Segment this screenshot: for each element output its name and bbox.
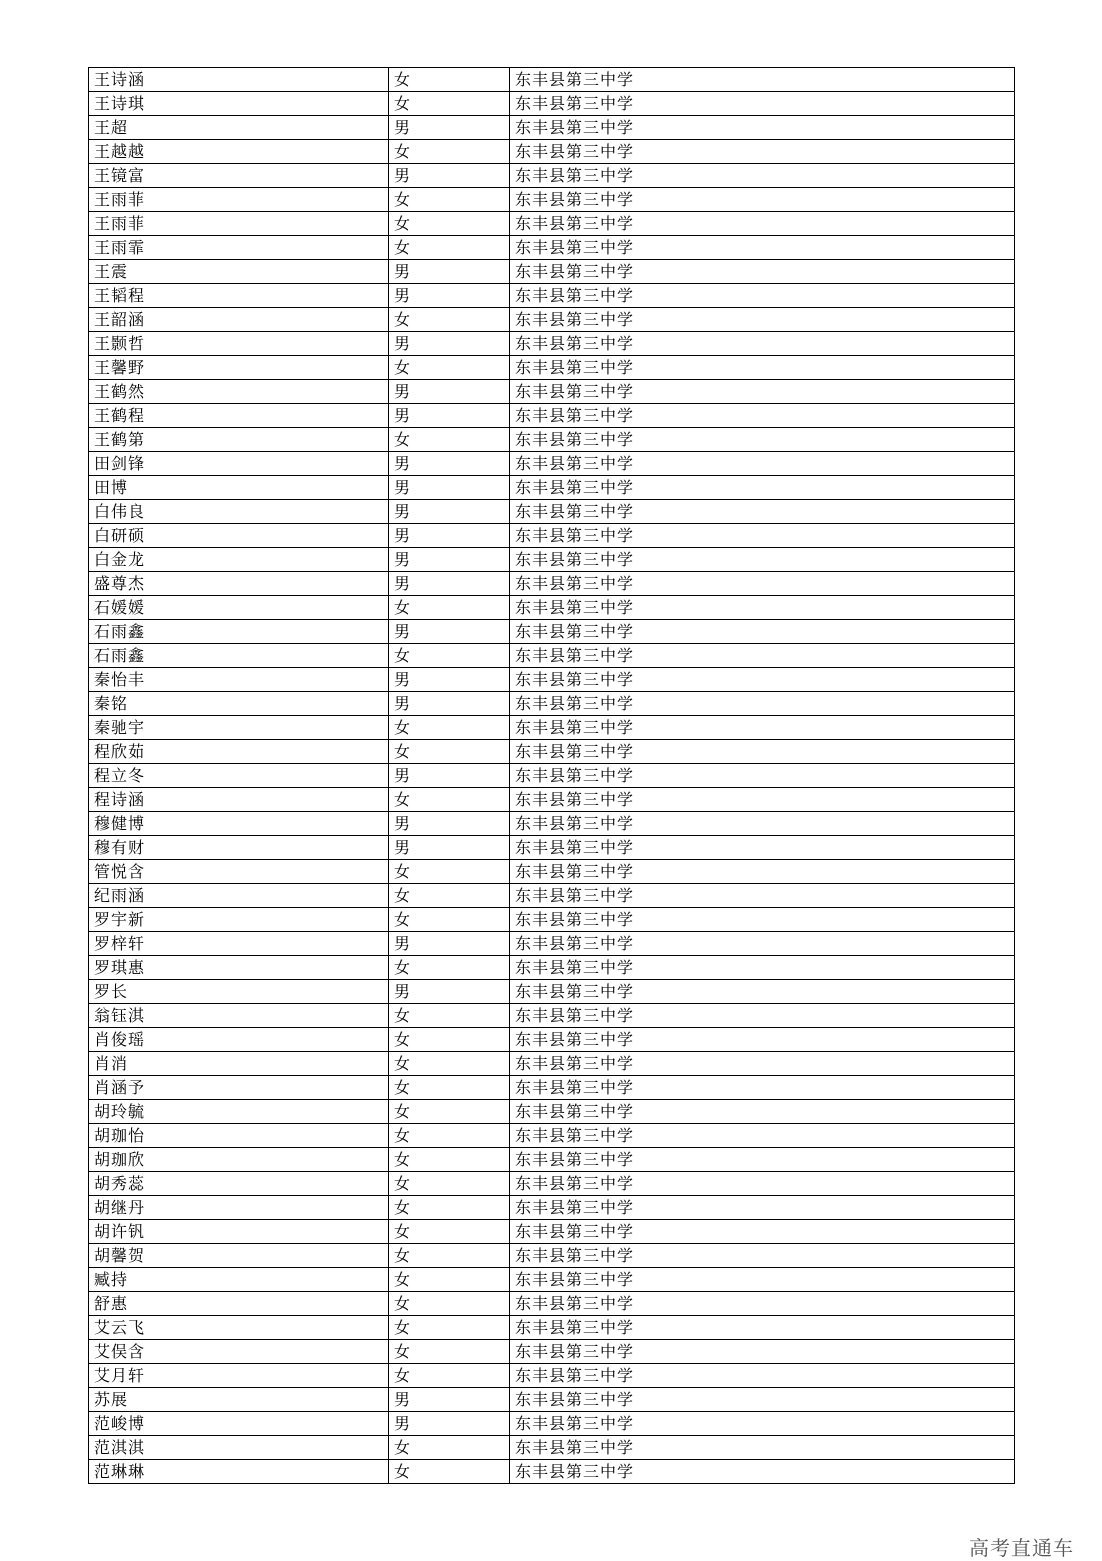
gender-cell: 男 [389,524,510,548]
school-cell: 东丰县第三中学 [510,812,1015,836]
gender-cell: 男 [389,452,510,476]
gender-cell: 女 [389,788,510,812]
school-cell: 东丰县第三中学 [510,524,1015,548]
gender-cell: 女 [389,1148,510,1172]
school-cell: 东丰县第三中学 [510,1436,1015,1460]
table-row [89,1244,1015,1268]
school-cell: 东丰县第三中学 [510,1196,1015,1220]
student-name-cell: 胡馨贺 [89,1244,389,1268]
school-cell: 东丰县第三中学 [510,68,1015,92]
school-cell: 东丰县第三中学 [510,692,1015,716]
gender-cell: 男 [389,764,510,788]
table-row [89,956,1015,980]
gender-cell: 女 [389,1436,510,1460]
student-name-cell: 艾云飞 [89,1316,389,1340]
student-name-cell: 秦怡丰 [89,668,389,692]
gender-cell: 女 [389,1340,510,1364]
table-row [89,140,1015,164]
school-cell: 东丰县第三中学 [510,404,1015,428]
table-row [89,908,1015,932]
gender-cell: 女 [389,956,510,980]
school-cell: 东丰县第三中学 [510,1076,1015,1100]
gender-cell: 男 [389,572,510,596]
table-row [89,308,1015,332]
school-cell: 东丰县第三中学 [510,1028,1015,1052]
student-name-cell: 肖涵予 [89,1076,389,1100]
student-name-cell: 秦驰宇 [89,716,389,740]
table-row [89,1316,1015,1340]
table-row [89,572,1015,596]
gender-cell: 男 [389,116,510,140]
table-row [89,212,1015,236]
table-row [89,1268,1015,1292]
table-row [89,596,1015,620]
school-cell: 东丰县第三中学 [510,1388,1015,1412]
student-name-cell: 王越越 [89,140,389,164]
table-row [89,860,1015,884]
school-cell: 东丰县第三中学 [510,500,1015,524]
table-row [89,1412,1015,1436]
school-cell: 东丰县第三中学 [510,1100,1015,1124]
gender-cell: 女 [389,188,510,212]
school-cell: 东丰县第三中学 [510,1172,1015,1196]
student-name-cell: 王颢哲 [89,332,389,356]
table-row [89,1196,1015,1220]
table-row [89,1388,1015,1412]
table-row [89,356,1015,380]
gender-cell: 女 [389,140,510,164]
student-name-cell: 王雨菲 [89,188,389,212]
gender-cell: 女 [389,1004,510,1028]
school-cell: 东丰县第三中学 [510,1364,1015,1388]
gender-cell: 男 [389,980,510,1004]
school-cell: 东丰县第三中学 [510,116,1015,140]
school-cell: 东丰县第三中学 [510,644,1015,668]
table-row [89,332,1015,356]
student-name-cell: 白金龙 [89,548,389,572]
table-row [89,236,1015,260]
table-row [89,548,1015,572]
gender-cell: 女 [389,428,510,452]
student-name-cell: 王鹤程 [89,404,389,428]
table-row [89,716,1015,740]
table-row [89,1052,1015,1076]
gender-cell: 男 [389,284,510,308]
student-name-cell: 罗长 [89,980,389,1004]
school-cell: 东丰县第三中学 [510,740,1015,764]
student-name-cell: 王雨菲 [89,212,389,236]
gender-cell: 男 [389,1412,510,1436]
student-name-cell: 罗宇新 [89,908,389,932]
student-name-cell: 纪雨涵 [89,884,389,908]
gender-cell: 男 [389,332,510,356]
school-cell: 东丰县第三中学 [510,1052,1015,1076]
gender-cell: 女 [389,1172,510,1196]
student-name-cell: 范淇淇 [89,1436,389,1460]
gender-cell: 男 [389,668,510,692]
table-row [89,1004,1015,1028]
gender-cell: 女 [389,1268,510,1292]
school-cell: 东丰县第三中学 [510,452,1015,476]
school-cell: 东丰县第三中学 [510,1124,1015,1148]
school-cell: 东丰县第三中学 [510,1292,1015,1316]
school-cell: 东丰县第三中学 [510,908,1015,932]
table-row [89,932,1015,956]
gender-cell: 女 [389,1220,510,1244]
table-row [89,188,1015,212]
table-row [89,1436,1015,1460]
gender-cell: 男 [389,812,510,836]
school-cell: 东丰县第三中学 [510,1148,1015,1172]
student-name-cell: 王超 [89,116,389,140]
table-row [89,1364,1015,1388]
table-row [89,116,1015,140]
table-row [89,1340,1015,1364]
table-row [89,644,1015,668]
table-row [89,836,1015,860]
student-name-cell: 胡许钒 [89,1220,389,1244]
table-row [89,1100,1015,1124]
school-cell: 东丰县第三中学 [510,956,1015,980]
student-name-cell: 范峻博 [89,1412,389,1436]
table-row [89,164,1015,188]
student-name-cell: 王镜富 [89,164,389,188]
student-name-cell: 罗琪惠 [89,956,389,980]
school-cell: 东丰县第三中学 [510,476,1015,500]
student-roster-table [88,67,1015,1484]
student-name-cell: 范琳琳 [89,1460,389,1484]
gender-cell: 女 [389,1052,510,1076]
school-cell: 东丰县第三中学 [510,1412,1015,1436]
student-name-cell: 胡秀蕊 [89,1172,389,1196]
school-cell: 东丰县第三中学 [510,716,1015,740]
student-name-cell: 肖消 [89,1052,389,1076]
student-name-cell: 王馨野 [89,356,389,380]
table-row [89,1076,1015,1100]
gender-cell: 男 [389,836,510,860]
school-cell: 东丰县第三中学 [510,764,1015,788]
school-cell: 东丰县第三中学 [510,932,1015,956]
school-cell: 东丰县第三中学 [510,548,1015,572]
student-name-cell: 胡继丹 [89,1196,389,1220]
school-cell: 东丰县第三中学 [510,1268,1015,1292]
student-name-cell: 程立冬 [89,764,389,788]
student-name-cell: 田博 [89,476,389,500]
gender-cell: 男 [389,500,510,524]
gender-cell: 女 [389,1292,510,1316]
table-row [89,764,1015,788]
student-name-cell: 石雨鑫 [89,644,389,668]
gender-cell: 男 [389,932,510,956]
gender-cell: 女 [389,1124,510,1148]
gender-cell: 男 [389,404,510,428]
gender-cell: 女 [389,596,510,620]
school-cell: 东丰县第三中学 [510,1340,1015,1364]
school-cell: 东丰县第三中学 [510,308,1015,332]
table-row [89,1220,1015,1244]
gender-cell: 男 [389,476,510,500]
school-cell: 东丰县第三中学 [510,356,1015,380]
gender-cell: 女 [389,308,510,332]
student-name-cell: 石雨鑫 [89,620,389,644]
table-row [89,692,1015,716]
table-row [89,524,1015,548]
student-name-cell: 舒惠 [89,1292,389,1316]
student-name-cell: 王鹤然 [89,380,389,404]
school-cell: 东丰县第三中学 [510,92,1015,116]
table-row [89,620,1015,644]
gender-cell: 女 [389,884,510,908]
gender-cell: 女 [389,1100,510,1124]
gender-cell: 男 [389,620,510,644]
gender-cell: 女 [389,1076,510,1100]
school-cell: 东丰县第三中学 [510,572,1015,596]
student-name-cell: 穆健博 [89,812,389,836]
gender-cell: 女 [389,1460,510,1484]
student-name-cell: 胡珈欣 [89,1148,389,1172]
table-row [89,452,1015,476]
school-cell: 东丰县第三中学 [510,1220,1015,1244]
table-row [89,884,1015,908]
gender-cell: 女 [389,908,510,932]
gender-cell: 女 [389,68,510,92]
table-row [89,668,1015,692]
school-cell: 东丰县第三中学 [510,380,1015,404]
student-name-cell: 王诗琪 [89,92,389,116]
gender-cell: 女 [389,92,510,116]
student-name-cell: 田剑锋 [89,452,389,476]
table-row [89,1460,1015,1484]
gender-cell: 女 [389,860,510,884]
table-row [89,812,1015,836]
table-row [89,92,1015,116]
school-cell: 东丰县第三中学 [510,188,1015,212]
student-name-cell: 穆有财 [89,836,389,860]
gender-cell: 女 [389,644,510,668]
watermark-text: 高考直通车 [969,1536,1074,1560]
student-name-cell: 王雨霏 [89,236,389,260]
table-row [89,1292,1015,1316]
student-name-cell: 程诗涵 [89,788,389,812]
school-cell: 东丰县第三中学 [510,284,1015,308]
gender-cell: 男 [389,692,510,716]
student-name-cell: 胡珈怡 [89,1124,389,1148]
school-cell: 东丰县第三中学 [510,1244,1015,1268]
gender-cell: 女 [389,740,510,764]
roster-body [89,68,1015,1484]
table-row [89,404,1015,428]
student-name-cell: 王韬程 [89,284,389,308]
school-cell: 东丰县第三中学 [510,884,1015,908]
gender-cell: 男 [389,260,510,284]
student-name-cell: 王韶涵 [89,308,389,332]
gender-cell: 男 [389,1388,510,1412]
school-cell: 东丰县第三中学 [510,1004,1015,1028]
school-cell: 东丰县第三中学 [510,836,1015,860]
student-name-cell: 王震 [89,260,389,284]
school-cell: 东丰县第三中学 [510,668,1015,692]
student-name-cell: 盛尊杰 [89,572,389,596]
table-row [89,980,1015,1004]
school-cell: 东丰县第三中学 [510,260,1015,284]
student-name-cell: 肖俊瑶 [89,1028,389,1052]
student-name-cell: 罗梓轩 [89,932,389,956]
school-cell: 东丰县第三中学 [510,596,1015,620]
school-cell: 东丰县第三中学 [510,164,1015,188]
student-name-cell: 艾俣含 [89,1340,389,1364]
table-row [89,740,1015,764]
table-row [89,260,1015,284]
gender-cell: 女 [389,716,510,740]
gender-cell: 女 [389,1316,510,1340]
student-name-cell: 苏展 [89,1388,389,1412]
table-row [89,428,1015,452]
table-row [89,1124,1015,1148]
student-name-cell: 管悦含 [89,860,389,884]
gender-cell: 女 [389,1364,510,1388]
table-row [89,500,1015,524]
gender-cell: 女 [389,1196,510,1220]
table-row [89,68,1015,92]
gender-cell: 男 [389,164,510,188]
gender-cell: 女 [389,1244,510,1268]
student-name-cell: 秦铭 [89,692,389,716]
table-row [89,1148,1015,1172]
school-cell: 东丰县第三中学 [510,860,1015,884]
gender-cell: 女 [389,356,510,380]
table-row [89,1028,1015,1052]
table-row [89,380,1015,404]
student-name-cell: 胡玲毓 [89,1100,389,1124]
gender-cell: 女 [389,212,510,236]
school-cell: 东丰县第三中学 [510,980,1015,1004]
gender-cell: 女 [389,236,510,260]
school-cell: 东丰县第三中学 [510,428,1015,452]
student-name-cell: 翁钰淇 [89,1004,389,1028]
table-row [89,284,1015,308]
gender-cell: 女 [389,1028,510,1052]
student-name-cell: 白伟良 [89,500,389,524]
student-name-cell: 白研硕 [89,524,389,548]
gender-cell: 男 [389,380,510,404]
school-cell: 东丰县第三中学 [510,788,1015,812]
student-name-cell: 王诗涵 [89,68,389,92]
table-row [89,1172,1015,1196]
table-row [89,788,1015,812]
school-cell: 东丰县第三中学 [510,1460,1015,1484]
school-cell: 东丰县第三中学 [510,236,1015,260]
student-name-cell: 艾月轩 [89,1364,389,1388]
school-cell: 东丰县第三中学 [510,140,1015,164]
student-name-cell: 王鹤第 [89,428,389,452]
school-cell: 东丰县第三中学 [510,1316,1015,1340]
student-name-cell: 石媛媛 [89,596,389,620]
student-name-cell: 臧持 [89,1268,389,1292]
school-cell: 东丰县第三中学 [510,620,1015,644]
table-row [89,476,1015,500]
student-name-cell: 程欣茹 [89,740,389,764]
gender-cell: 男 [389,548,510,572]
school-cell: 东丰县第三中学 [510,212,1015,236]
school-cell: 东丰县第三中学 [510,332,1015,356]
